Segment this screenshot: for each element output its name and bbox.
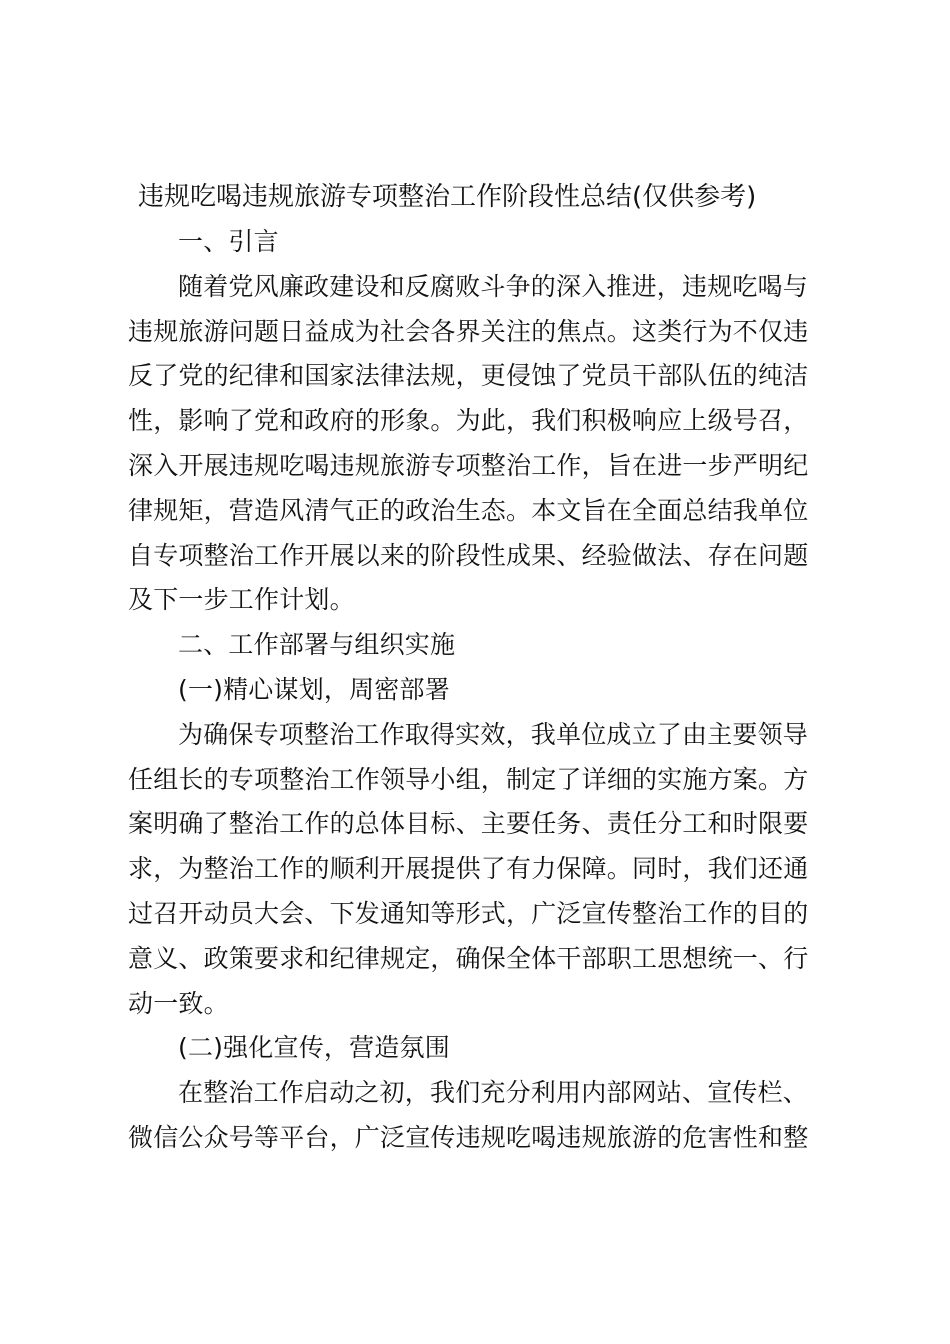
text-line: 微信公众号等平台，广泛宣传违规吃喝违规旅游的危害性和整 xyxy=(128,1122,809,1152)
text-line: 自专项整治工作开展以来的阶段性成果、经验做法、存在问题 xyxy=(128,540,809,570)
text-line: 动一致。 xyxy=(128,988,229,1018)
text-line: 及下一步工作计划。 xyxy=(128,585,355,615)
text-line: 在整治工作启动之初，我们充分利用内部网站、宣传栏、 xyxy=(178,1078,809,1108)
document-body xyxy=(128,174,818,1161)
text-line: 性，影响了党和政府的形象。为此，我们积极响应上级号召， xyxy=(128,406,809,436)
text-line: (一)精心谋划，周密部署 xyxy=(178,674,450,704)
text-line: 律规矩，营造风清气正的政治生态。本文旨在全面总结我单位 xyxy=(128,495,809,525)
text-line: 任组长的专项整治工作领导小组，制定了详细的实施方案。方 xyxy=(128,764,809,794)
text-line: 违规旅游问题日益成为社会各界关注的焦点。这类行为不仅违 xyxy=(128,316,809,346)
text-line: 求，为整治工作的顺利开展提供了有力保障。同时，我们还通 xyxy=(128,854,809,884)
text-line: 二、工作部署与组织实施 xyxy=(178,630,456,660)
text-line: 反了党的纪律和国家法律法规，更侵蚀了党员干部队伍的纯洁 xyxy=(128,361,809,391)
text-line: (二)强化宣传，营造氛围 xyxy=(178,1033,450,1063)
text-line: 过召开动员大会、下发通知等形式，广泛宣传整治工作的目的 xyxy=(128,898,809,928)
document-title: 违规吃喝违规旅游专项整治工作阶段性总结(仅供参考) xyxy=(138,182,757,212)
document-text xyxy=(128,220,818,1161)
text-line: 意义、政策要求和纪律规定，确保全体干部职工思想统一、行 xyxy=(128,943,809,973)
text-line: 一、引言 xyxy=(178,227,279,256)
text-line: 随着党风廉政建设和反腐败斗争的深入推进，违规吃喝与 xyxy=(178,271,809,301)
text-line: 深入开展违规吃喝违规旅游专项整治工作，旨在进一步严明纪 xyxy=(128,450,809,480)
text-line: 案明确了整治工作的总体目标、主要任务、责任分工和时限要 xyxy=(128,809,809,839)
text-line: 为确保专项整治工作取得实效，我单位成立了由主要领导 xyxy=(178,719,809,749)
